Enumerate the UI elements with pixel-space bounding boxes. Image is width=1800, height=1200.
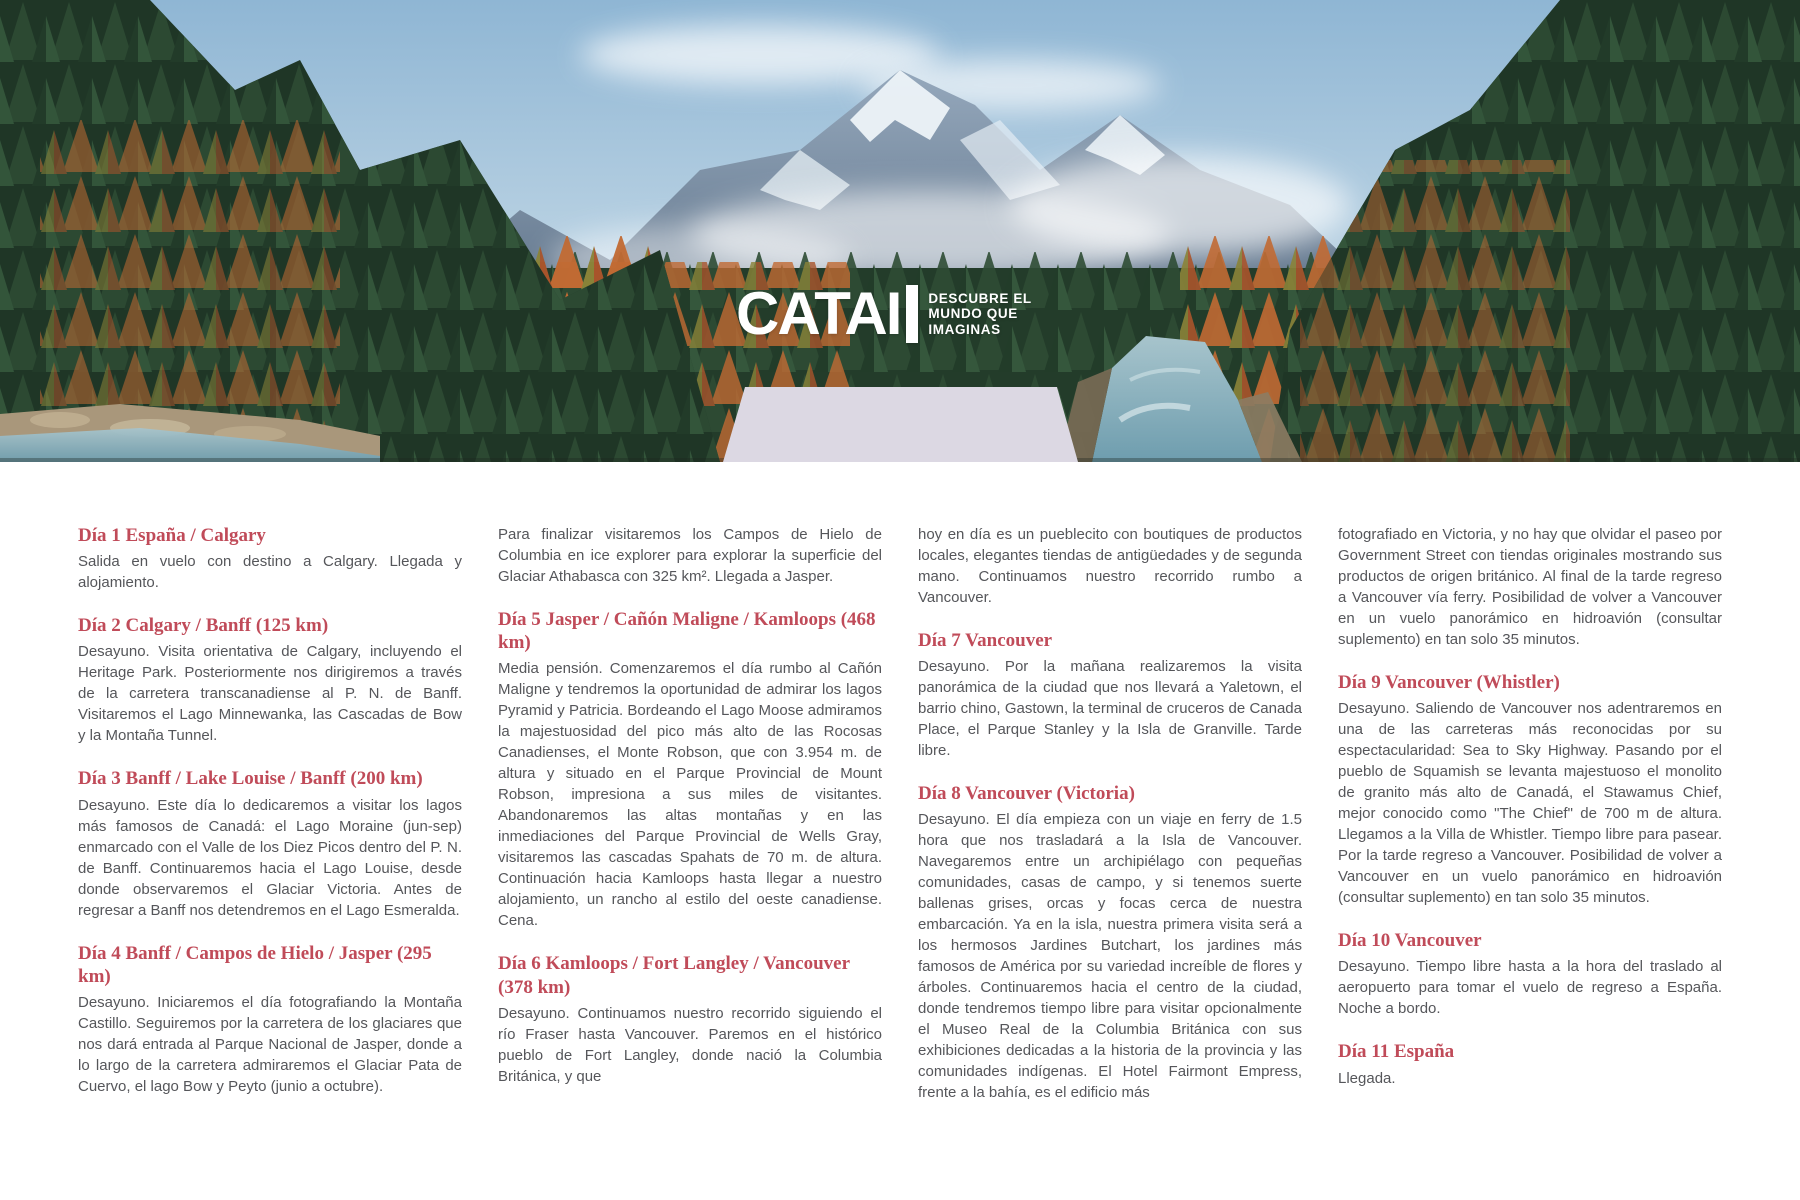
day-title: Día 2 Calgary / Banff (125 km): [78, 615, 329, 637]
hero-photo: [0, 0, 1800, 462]
day-title: Día 1 España / Calgary: [78, 525, 266, 546]
day-body: Desayuno. Por la mañana realizaremos la visita panorámica de la ciudad que nos llevará a Yaletown, el barrio chino, Gastown, la terminal de cruceros de Canada Place, el Parque Stanley y la Isla de Granville. Tarde libre.: [918, 658, 1302, 760]
day-title: Día 6 Kamloops / Fort Langley / Vancouver (378 km): [498, 953, 850, 998]
day-body: Desayuno. Tiempo libre hasta a la hora del traslado al aeropuerto para tomar el vuelo de regreso a España. Noche a bordo.: [1338, 958, 1722, 1018]
day-block: [1338, 929, 1722, 1019]
day-body: Desayuno. Continuamos nuestro recorrido siguiendo el río Fraser hasta Vancouver. Paremos en el histórico pueblo de Fort Langley, donde nació la Columbia Británica, y que: [498, 1004, 882, 1085]
day-title: Día 4 Banff / Campos de Hielo / Jasper (295 km): [78, 942, 432, 987]
itinerary-column-3: [918, 524, 1302, 1124]
day-block: [78, 524, 462, 593]
brand-divider-bar: [906, 285, 918, 343]
day-body: Desayuno. Saliendo de Vancouver nos adentraremos en una de las carreteras más reconocidas por su espectacularidad: Sea to Sky Highway. Pasando por el pueblo de Squamish se levanta majestuoso el monolito de granito más alto de Canadá, el Stawamus Chief, mejor conocido como "The Chief" de 700 m de altura. Llegamos a la Villa de Whistler. Tiempo libre para pasear. Por la tarde regreso a Vancouver. Posibilidad de volver a Vancouver en un vuelo panorámico en hidroavión (consultar suplemento) en tan solo 35 minutos.: [1338, 700, 1722, 907]
day-title: Día 7 Vancouver: [918, 630, 1053, 651]
day-body: Desayuno. Visita orientativa de Calgary, incluyendo el Heritage Park. Posteriormente nos dirigiremos a través de la carretera transcanadiense al P. N. de Banff. Visitaremos el Lago Minnewanka, las Cascadas de Bow y la Montaña Tunnel.: [78, 643, 462, 745]
brand-tagline-line-2: MUNDO QUE: [928, 306, 1018, 322]
day-block: [78, 614, 462, 746]
day-block: [1338, 1040, 1722, 1088]
day-block-continuation: [918, 524, 1302, 608]
itinerary-column-4: [1338, 524, 1722, 1124]
day-body: Media pensión. Comenzaremos el día rumbo al Cañón Maligne y tendremos la oportunidad de admirar los lagos Pyramid y Patricia. Bordeando el Lago Moose admiramos la majestuosidad del pico más alto de las Rocosas Canadienses, el Monte Robson, que con 3.954 m. de altura y situado en el Parque Provincial de Mount Robson, impresiona a sus miles de visitantes. Abandonaremos las altas montañas y en las inmediaciones del Parque Provincial de Wells Gray, visitaremos las cascadas Spahats de 70 m. de altura. Continuación hacia Kamloops hasta llegar a nuestro alojamiento, un rancho al estilo del oeste canadiense. Cena.: [498, 660, 882, 930]
day-title: Día 5 Jasper / Cañón Maligne / Kamloops (468 km): [498, 609, 876, 654]
brand-tagline-line-1: DESCUBRE EL: [928, 291, 1032, 307]
day-body: Llegada.: [1338, 1069, 1396, 1087]
day-block-continuation: [498, 524, 882, 587]
day-title: Día 10 Vancouver: [1338, 930, 1482, 952]
itinerary-column-1: [78, 524, 462, 1124]
day-body: Desayuno. Este día lo dedicaremos a visitar los lagos más famosos de Canadá: el Lago Moraine (jun-sep) enmarcado con el Valle de los Diez Picos dentro del P. N. de Banff. Continuaremos hacia el Lago Louise, desde donde observaremos el Glaciar Victoria. Antes de regresar a Banff nos detendremos en el Lago Esmeralda.: [78, 796, 462, 919]
day-body: Desayuno. Iniciaremos el día fotografiando la Montaña Castillo. Seguiremos por la carretera de los glaciares que nos dará entrada al Parque Nacional de Jasper, donde a lo largo de la carretera admiraremos el Glaciar Pata de Cuervo, el lago Bow y Peyto (junio a octubre).: [78, 993, 462, 1095]
brand-wordmark: CATAI: [736, 280, 901, 347]
day-block: [78, 942, 462, 1097]
day-body: Para finalizar visitaremos los Campos de Hielo de Columbia en ice explorer para explorar la superficie del Glaciar Athabasca con 325 km². Llegada a Jasper.: [498, 526, 882, 585]
day-title: Día 9 Vancouver (Whistler): [1338, 672, 1560, 693]
day-block: [1338, 671, 1722, 908]
itinerary-column-2: [498, 524, 882, 1124]
brand-tagline-line-3: IMAGINAS: [928, 321, 1001, 337]
day-block: [498, 608, 882, 931]
day-block-continuation: [1338, 524, 1722, 650]
day-block: [918, 629, 1302, 761]
day-body: Salida en vuelo con destino a Calgary. Llegada y alojamiento.: [78, 553, 462, 592]
day-body: Desayuno. El día empieza con un viaje en ferry de 1.5 hora que nos trasladará a la Isla de Vancouver. Navegaremos entre un archipiélago con pequeñas comunidades, casas de campo, y si tenemos suerte ballenas grises, orcas y focas cerca de nuestra embarcación. Ya en la isla, nuestra primera visita será a los hermosos Jardines Butchart, los jardines más famosos de América por su variedad increíble de flores y árboles. Continuaremos hacia el centro de la ciudad, donde tendremos tiempo libre para visitar opcionalmente el Museo Real de la Columbia Británica con sus exhibiciones dedicadas a la historia de la provincia y las comunidades indígenas. El Hotel Fairmont Empress, frente a la bahía, es el edificio más: [918, 811, 1302, 1102]
hero-trapezoid-overlay: [723, 387, 1078, 462]
itinerary-text: [0, 462, 1800, 1124]
day-block: [918, 782, 1302, 1103]
day-body: hoy en día es un pueblecito con boutiques de productos locales, elegantes tiendas de antigüedades y de segunda mano. Continuamos nuestro recorrido rumbo a Vancouver.: [918, 526, 1302, 606]
day-block: [78, 767, 462, 920]
brand-logo: [736, 280, 1032, 347]
day-title: Día 3 Banff / Lake Louise / Banff (200 km): [78, 768, 423, 790]
day-title: Día 11 España: [1338, 1041, 1455, 1063]
day-block: [498, 952, 882, 1086]
day-body: fotografiado en Victoria, y no hay que olvidar el paseo por Government Street con tiendas originales mostrando sus productos de origen británico. Al final de la tarde regreso a Vancouver vía ferry. Posibilidad de volver a Vancouver en un vuelo panorámico en hidroavión (consultar suplemento) en tan solo 35 minutos.: [1338, 526, 1722, 648]
hero-landscape-illustration: [0, 0, 1800, 462]
day-title: Día 8 Vancouver (Victoria): [918, 783, 1135, 805]
brand-tagline: [928, 291, 1031, 336]
